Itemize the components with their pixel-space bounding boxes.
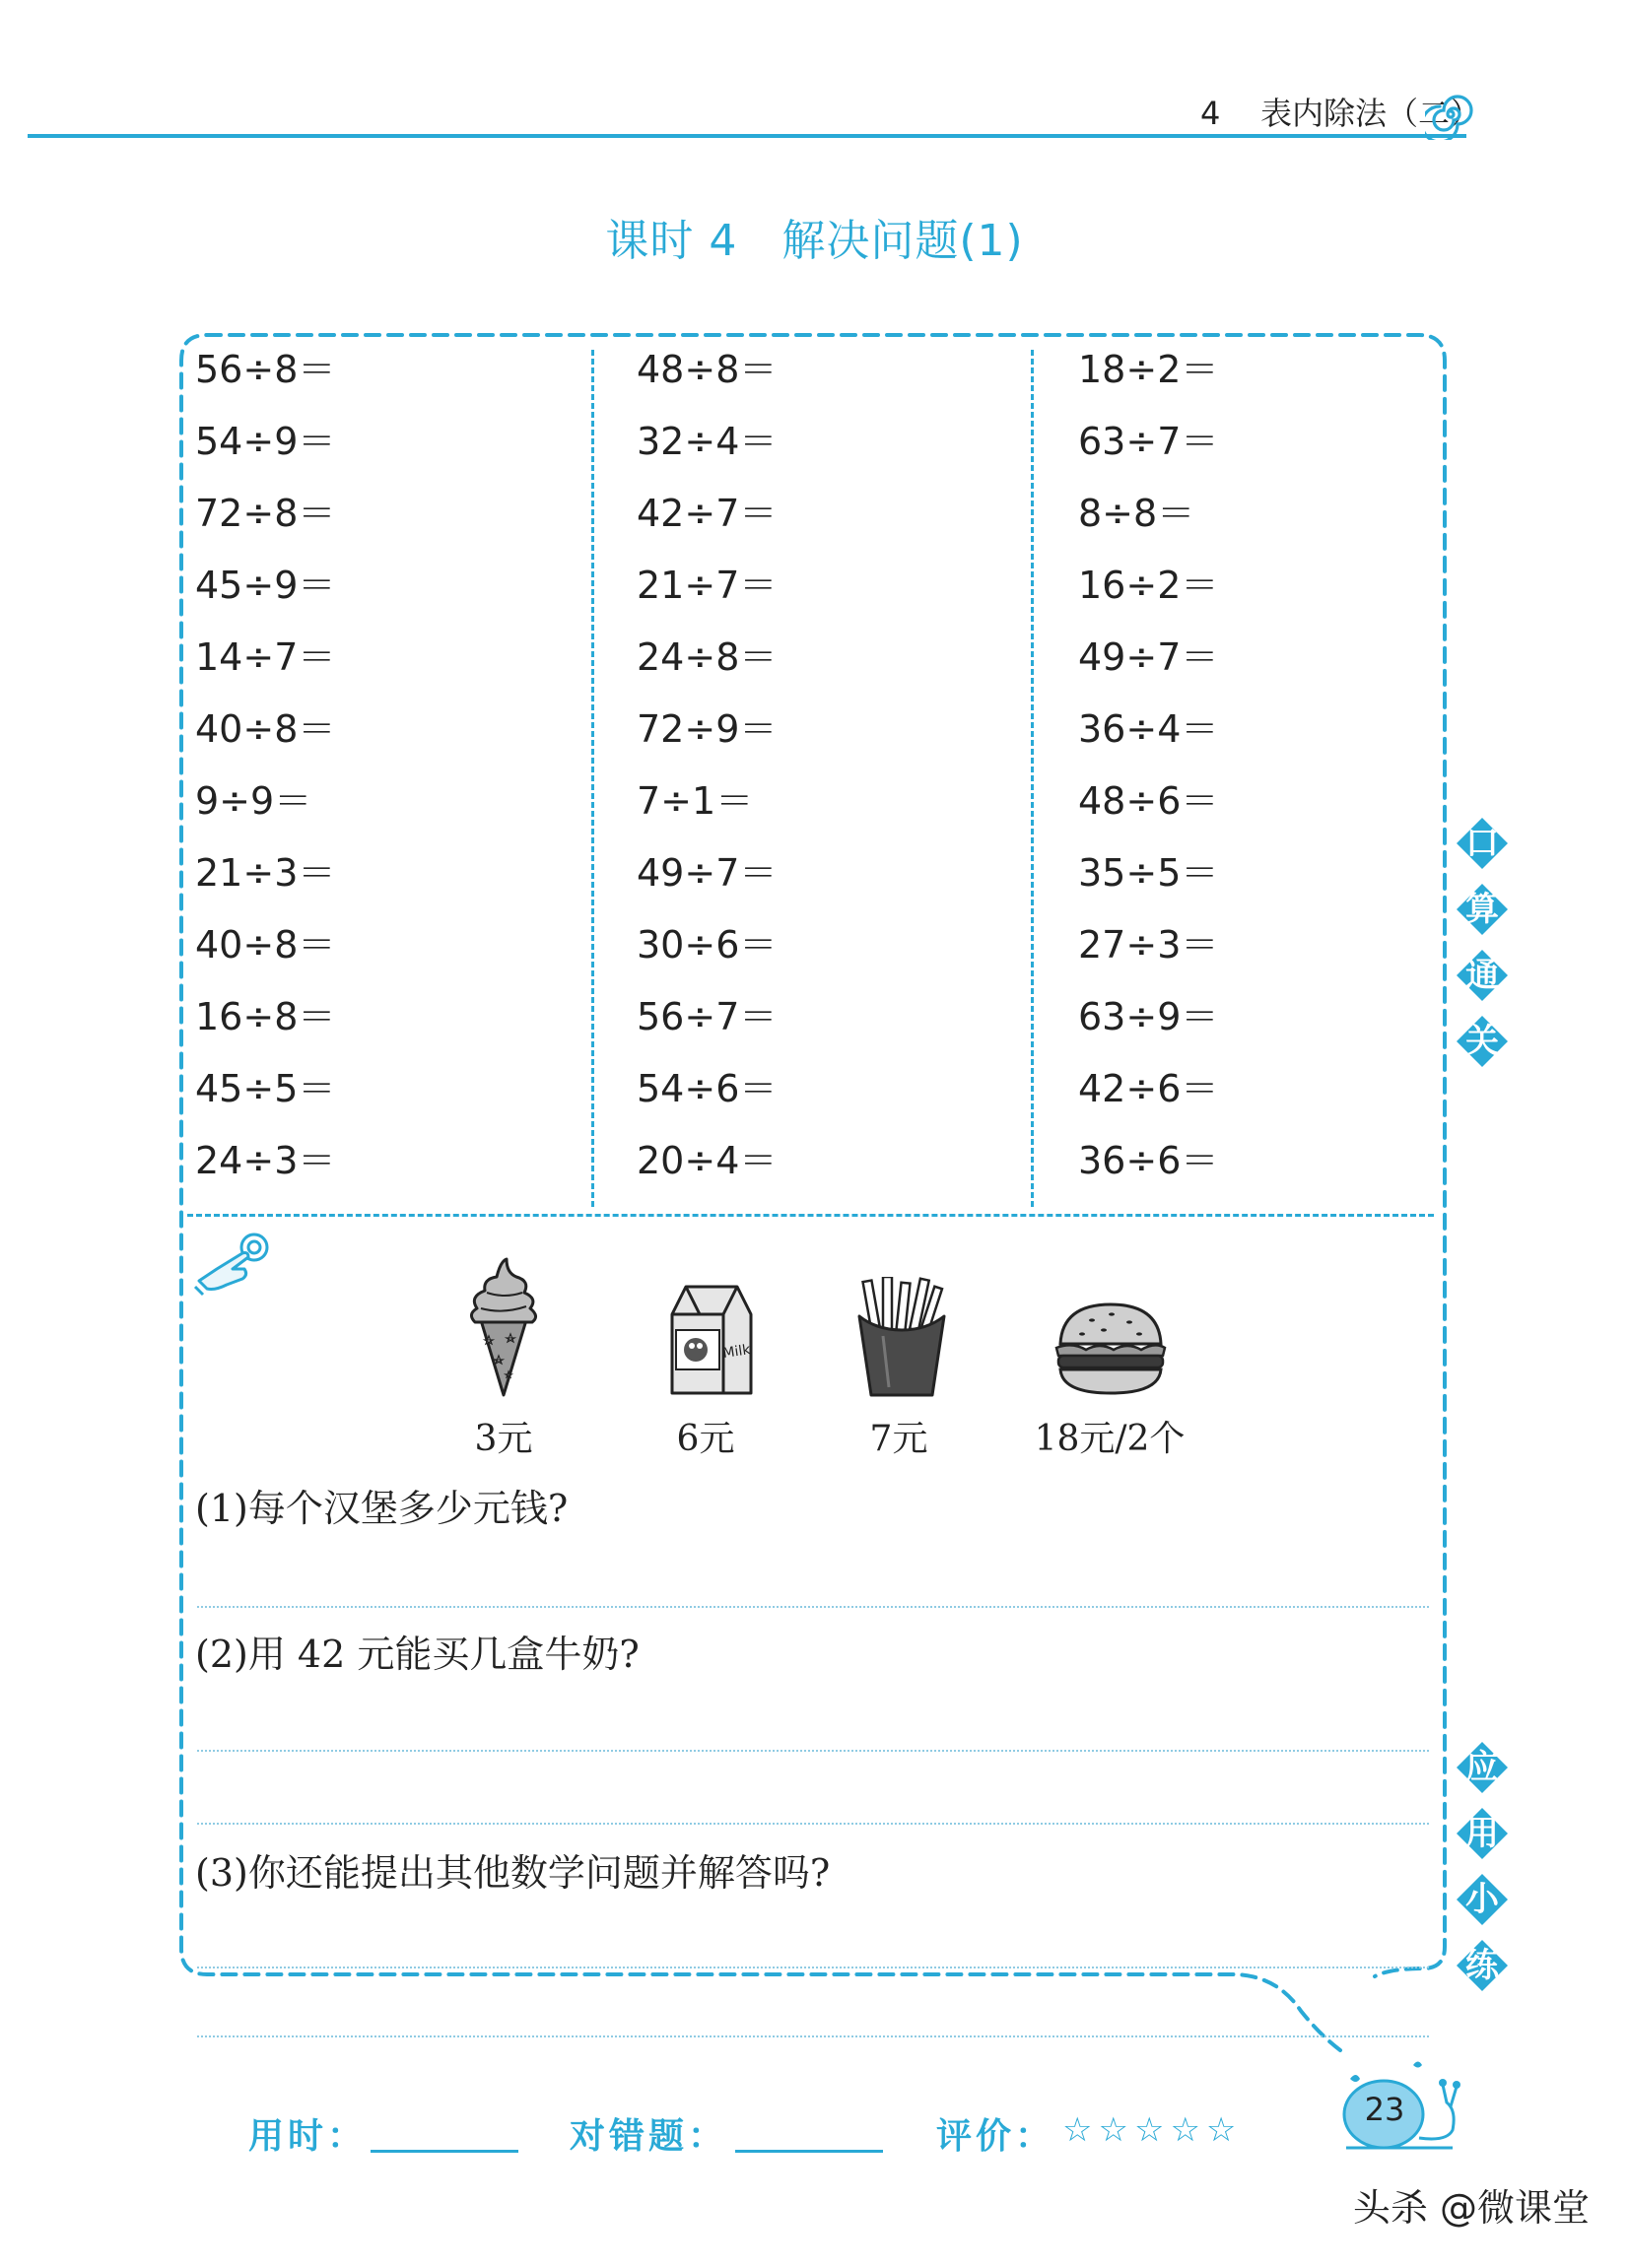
side-label-char — [1455, 1872, 1510, 1927]
milk-carton-icon — [666, 1281, 757, 1399]
side-label-char — [1455, 1014, 1510, 1069]
division-problem: 8÷8＝ — [1078, 492, 1195, 535]
ice-cream-icon — [463, 1257, 544, 1399]
price-label: 6元 — [676, 1419, 735, 1459]
side-label-char — [1455, 1740, 1510, 1795]
division-problem: 21÷3＝ — [195, 851, 336, 895]
pointing-hand-icon — [193, 1230, 276, 1301]
division-problem: 54÷9＝ — [195, 420, 336, 463]
exercise-frame — [177, 331, 1449, 2053]
price-label: 18元/2个 — [1034, 1419, 1186, 1459]
division-problem: 35÷5＝ — [1078, 851, 1219, 895]
division-problem: 18÷2＝ — [1078, 348, 1219, 391]
side-label-char — [1455, 882, 1510, 937]
fries-icon — [853, 1277, 950, 1399]
side-label-text: 口 — [1465, 824, 1499, 863]
division-problem: 72÷8＝ — [195, 492, 336, 535]
division-problem: 49÷7＝ — [637, 851, 778, 895]
price-label: 7元 — [869, 1419, 928, 1459]
side-label-text: 应 — [1465, 1748, 1499, 1787]
rating-label: 评价： — [936, 2116, 1055, 2157]
division-problem: 48÷6＝ — [1078, 779, 1219, 823]
side-label-text: 练 — [1465, 1946, 1499, 1985]
division-problem: 40÷8＝ — [195, 707, 336, 751]
side-label-char — [1455, 1806, 1510, 1861]
answer-line — [197, 2035, 1429, 2037]
division-problem: 56÷7＝ — [637, 995, 778, 1038]
division-problem: 40÷8＝ — [195, 923, 336, 967]
division-problem: 7÷1＝ — [637, 779, 754, 823]
division-problem: 42÷7＝ — [637, 492, 778, 535]
division-problem: 16÷8＝ — [195, 995, 336, 1038]
division-problem: 63÷9＝ — [1078, 995, 1219, 1038]
chapter-title: 表内除法（二） — [1259, 95, 1481, 132]
question-3: (3)你还能提出其他数学问题并解答吗? — [195, 1851, 831, 1895]
side-label-text: 算 — [1465, 890, 1499, 929]
lesson-title: 课时 4 解决问题(1) — [605, 216, 1024, 266]
division-problem: 45÷9＝ — [195, 564, 336, 607]
column-divider — [591, 350, 594, 1207]
answer-line — [197, 1750, 1429, 1752]
division-problem: 21÷7＝ — [637, 564, 778, 607]
division-problem: 16÷2＝ — [1078, 564, 1219, 607]
header-rule — [28, 134, 1466, 138]
division-problem: 42÷6＝ — [1078, 1067, 1219, 1110]
time-blank[interactable] — [371, 2150, 518, 2153]
division-problem: 24÷8＝ — [637, 635, 778, 679]
answer-line — [197, 1606, 1429, 1608]
column-divider — [1031, 350, 1034, 1207]
carton-text: Milk — [721, 1342, 752, 1362]
division-problem: 36÷6＝ — [1078, 1139, 1219, 1182]
division-problem: 9÷9＝ — [195, 779, 312, 823]
hamburger-icon — [1052, 1301, 1169, 1399]
watermark: 头杀 @微课堂 — [1352, 2186, 1590, 2230]
price-label: 3元 — [474, 1419, 533, 1459]
answer-line — [197, 1967, 1429, 1968]
chapter-number: 4 — [1199, 95, 1221, 132]
side-label-application — [1455, 1740, 1510, 2004]
division-problem: 48÷8＝ — [637, 348, 778, 391]
division-problem: 27÷3＝ — [1078, 923, 1219, 967]
division-problem: 54÷6＝ — [637, 1067, 778, 1110]
page-number: 23 — [1364, 2091, 1405, 2128]
side-label-mental-math — [1455, 816, 1510, 1080]
division-problem: 24÷3＝ — [195, 1139, 336, 1182]
answer-line — [197, 1823, 1429, 1825]
side-label-char — [1455, 816, 1510, 871]
question-1: (1)每个汉堡多少元钱? — [195, 1487, 569, 1530]
side-label-text: 关 — [1465, 1022, 1499, 1061]
division-problem: 20÷4＝ — [637, 1139, 778, 1182]
side-label-text: 小 — [1465, 1880, 1499, 1919]
division-problem: 36÷4＝ — [1078, 707, 1219, 751]
rating-stars[interactable]: ☆☆☆☆☆ — [1062, 2110, 1243, 2150]
division-problem: 45÷5＝ — [195, 1067, 336, 1110]
division-problem: 63÷7＝ — [1078, 420, 1219, 463]
side-label-text: 用 — [1465, 1814, 1499, 1853]
errors-blank[interactable] — [735, 2150, 883, 2153]
spiral-icon — [1425, 89, 1476, 140]
question-2: (2)用 42 元能买几盒牛奶? — [195, 1633, 640, 1676]
division-problem: 32÷4＝ — [637, 420, 778, 463]
division-problem: 56÷8＝ — [195, 348, 336, 391]
side-label-char — [1455, 948, 1510, 1003]
section-divider — [187, 1214, 1434, 1217]
division-problem: 30÷6＝ — [637, 923, 778, 967]
division-problem: 49÷7＝ — [1078, 635, 1219, 679]
division-problem: 14÷7＝ — [195, 635, 336, 679]
time-label: 用时： — [248, 2116, 368, 2157]
side-label-text: 通 — [1465, 956, 1499, 995]
errors-label: 对错题： — [570, 2116, 728, 2157]
division-problem: 72÷9＝ — [637, 707, 778, 751]
side-label-char — [1455, 1938, 1510, 1993]
